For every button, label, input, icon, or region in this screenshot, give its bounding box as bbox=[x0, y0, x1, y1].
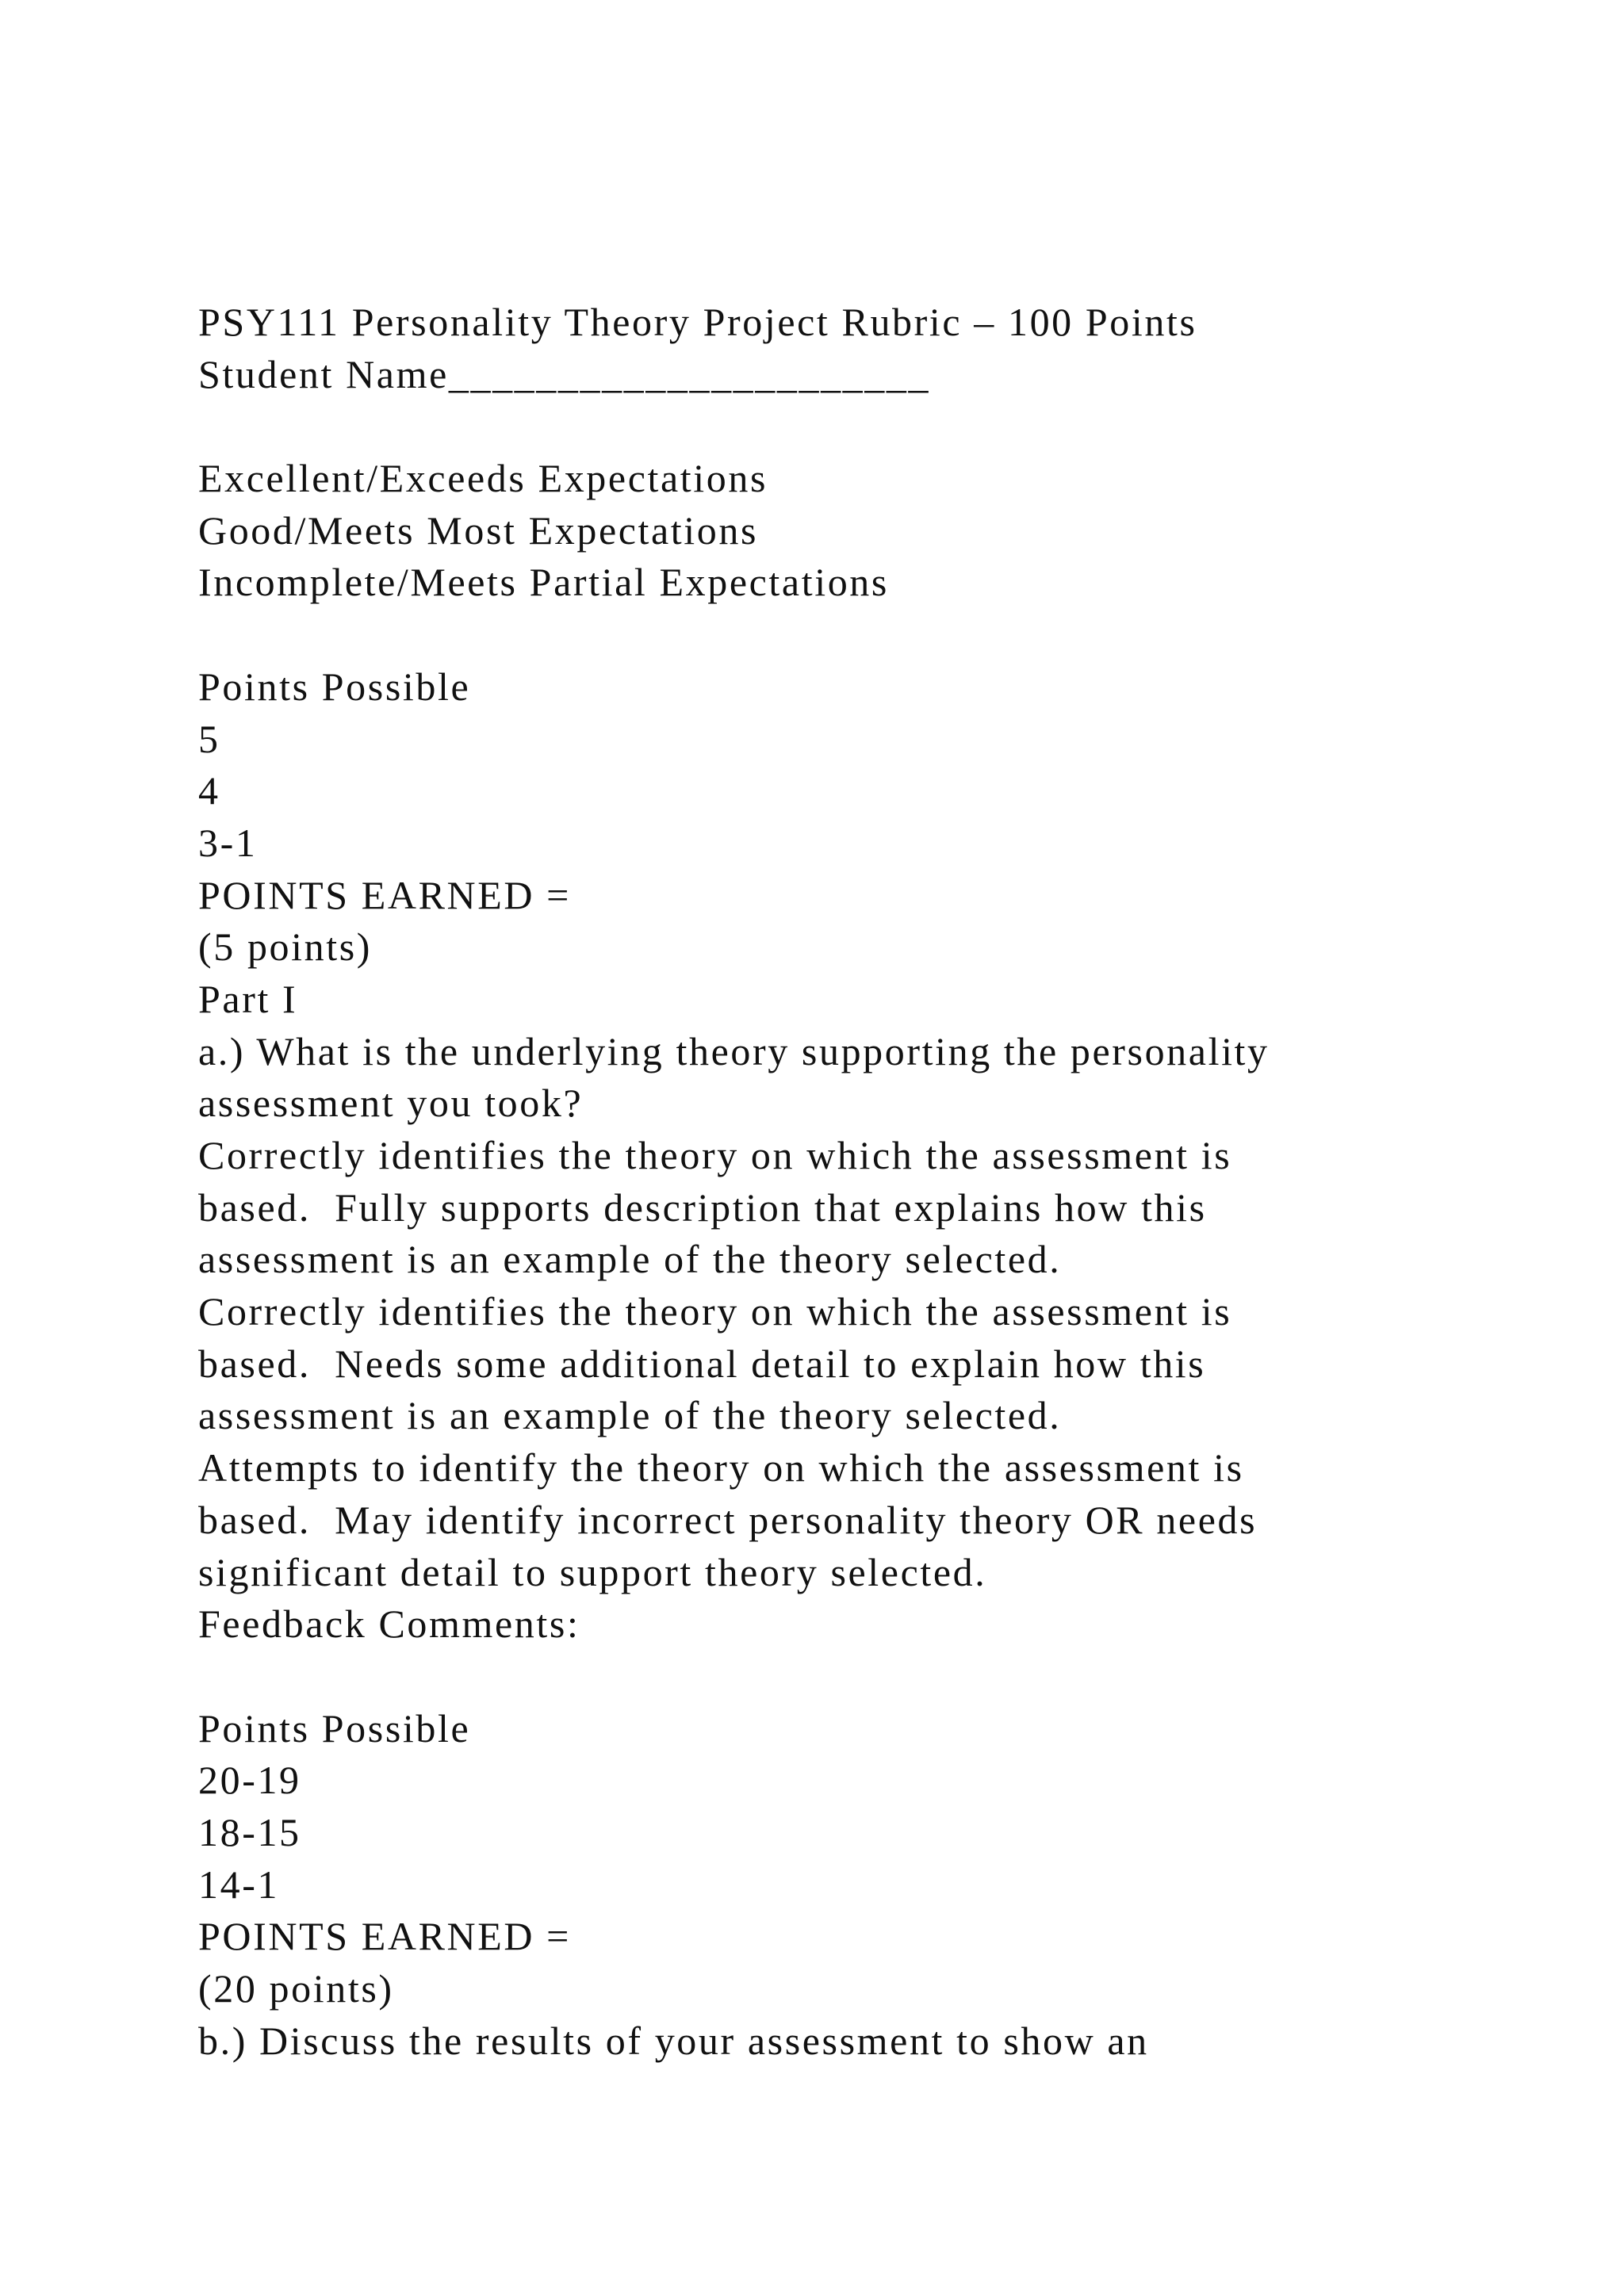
points-total: (5 points) bbox=[198, 924, 373, 970]
part-label: Part I bbox=[198, 976, 298, 1021]
rating-level-excellent: Excellent/Exceeds Expectations bbox=[198, 456, 768, 501]
points-earned-label: POINTS EARNED = bbox=[198, 1914, 571, 1959]
feedback-label: Feedback Comments: bbox=[198, 1601, 580, 1647]
score-good: 18-15 bbox=[198, 1809, 301, 1854]
student-name-field: Student Name______________________ bbox=[198, 351, 931, 396]
criteria-line: based. May identify incorrect personality theory OR needs bbox=[198, 1497, 1258, 1542]
points-possible-label: Points Possible bbox=[198, 1705, 471, 1751]
rating-level-incomplete: Incomplete/Meets Partial Expectations bbox=[198, 560, 889, 605]
criteria-line: Correctly identifies the theory on which the assessment is bbox=[198, 1133, 1232, 1177]
points-total: (20 points) bbox=[198, 1966, 394, 2011]
criteria-line: based. Needs some additional detail to explain how this bbox=[198, 1341, 1206, 1386]
criteria-line: Attempts to identify the theory on which the assessment is bbox=[198, 1445, 1244, 1490]
criteria-line: significant detail to support theory selected. bbox=[198, 1549, 987, 1594]
points-earned-label: POINTS EARNED = bbox=[198, 872, 571, 917]
points-possible-label: Points Possible bbox=[198, 664, 471, 709]
criteria-line: Correctly identifies the theory on which the assessment is bbox=[198, 1289, 1232, 1334]
spacer bbox=[198, 609, 1562, 661]
document-page bbox=[198, 297, 1562, 2067]
score-incomplete: 14-1 bbox=[198, 1862, 280, 1907]
document-title: PSY111 Personality Theory Project Rubric – 100 Points bbox=[198, 300, 1197, 344]
score-incomplete: 3-1 bbox=[198, 820, 258, 865]
score-excellent: 20-19 bbox=[198, 1758, 301, 1803]
rating-level-good: Good/Meets Most Expectations bbox=[198, 507, 759, 553]
spacer bbox=[198, 400, 1562, 453]
question-line: assessment you took? bbox=[198, 1081, 584, 1126]
criteria-line: based. Fully supports description that explains how this bbox=[198, 1184, 1207, 1230]
score-good: 4 bbox=[198, 768, 220, 813]
criteria-line: assessment is an example of the theory selected. bbox=[198, 1237, 1062, 1282]
criteria-line: assessment is an example of the theory selected. bbox=[198, 1393, 1062, 1438]
spacer bbox=[198, 1651, 1562, 1703]
score-excellent: 5 bbox=[198, 716, 220, 761]
question-line: b.) Discuss the results of your assessment to show an bbox=[198, 2018, 1149, 2063]
question-line: a.) What is the underlying theory supporting the personality bbox=[198, 1028, 1270, 1073]
